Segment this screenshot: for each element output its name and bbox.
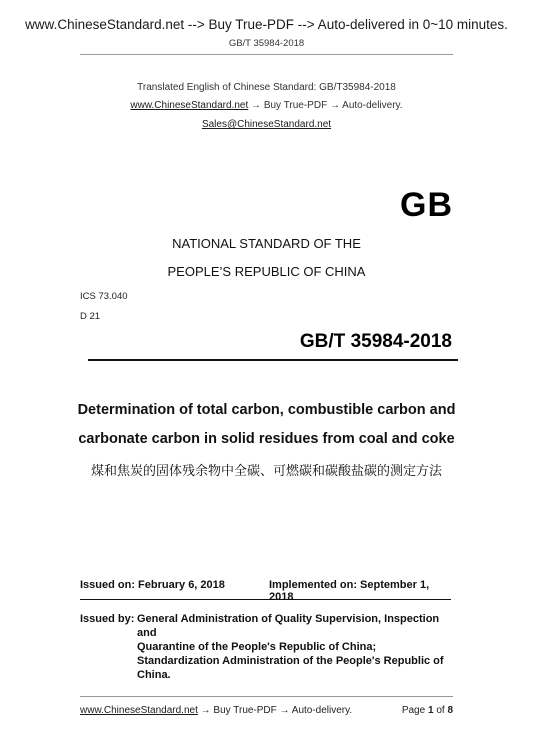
issuer-body	[137, 612, 453, 682]
email-link[interactable]: Sales@ChineseStandard.net	[201, 119, 332, 130]
email-line	[0, 119, 533, 130]
footer-links	[80, 705, 352, 716]
ics-code: ICS 73.040	[80, 291, 128, 302]
top-banner: www.ChineseStandard.net --> Buy True-PDF --> Auto-delivered in 0~10 minutes.	[25, 17, 508, 32]
translation-note: Translated English of Chinese Standard: GB/T35984-2018	[137, 82, 396, 93]
issuer-label: Issued by:	[80, 613, 135, 625]
header-standard-code: GB/T 35984-2018	[228, 38, 305, 49]
page-current: 1	[427, 705, 434, 716]
title-chinese: 煤和焦炭的固体残余物中全碳、可燃碳和碳酸盐碳的测定方法	[90, 463, 442, 478]
issuer-line1: General Administration of Quality Supervision, Inspection and	[137, 613, 440, 639]
issuer-line4: China.	[137, 669, 171, 681]
footer-divider	[80, 696, 453, 697]
gb-logo: GB	[400, 186, 453, 224]
national-standard-line2: PEOPLE’S REPUBLIC OF CHINA	[167, 264, 366, 279]
dates-divider	[80, 599, 451, 600]
title-english-line1: Determination of total carbon, combustible carbon and	[77, 402, 456, 418]
site-link[interactable]: www.ChineseStandard.net	[130, 100, 249, 111]
ccs-code: D 21	[80, 311, 101, 322]
header-divider	[80, 54, 453, 55]
standard-number-divider	[88, 359, 458, 361]
footer-links-text: → Buy True-PDF → Auto-delivery.	[197, 705, 353, 716]
implemented-date: Implemented on: September 1, 2018	[269, 579, 430, 603]
national-standard-line1: NATIONAL STANDARD OF THE	[172, 236, 361, 251]
page-total: 8	[447, 705, 453, 716]
issuer-line2: Quarantine of the People's Republic of China;	[137, 641, 377, 653]
footer-site-link[interactable]: www.ChineseStandard.net	[80, 705, 198, 716]
page-indicator	[402, 705, 453, 716]
standard-number: GB/T 35984-2018	[299, 331, 452, 352]
issuer-line3: Standardization Administration of the People's Republic of	[137, 655, 444, 667]
translation-links	[0, 100, 533, 111]
page-label: Page	[401, 705, 426, 716]
translation-links-text: → Buy True-PDF → Auto-delivery.	[248, 100, 403, 111]
issued-date: Issued on: February 6, 2018	[80, 579, 225, 591]
title-english-line2: carbonate carbon in solid residues from coal and coke	[78, 431, 455, 447]
page-of: of	[436, 705, 445, 716]
